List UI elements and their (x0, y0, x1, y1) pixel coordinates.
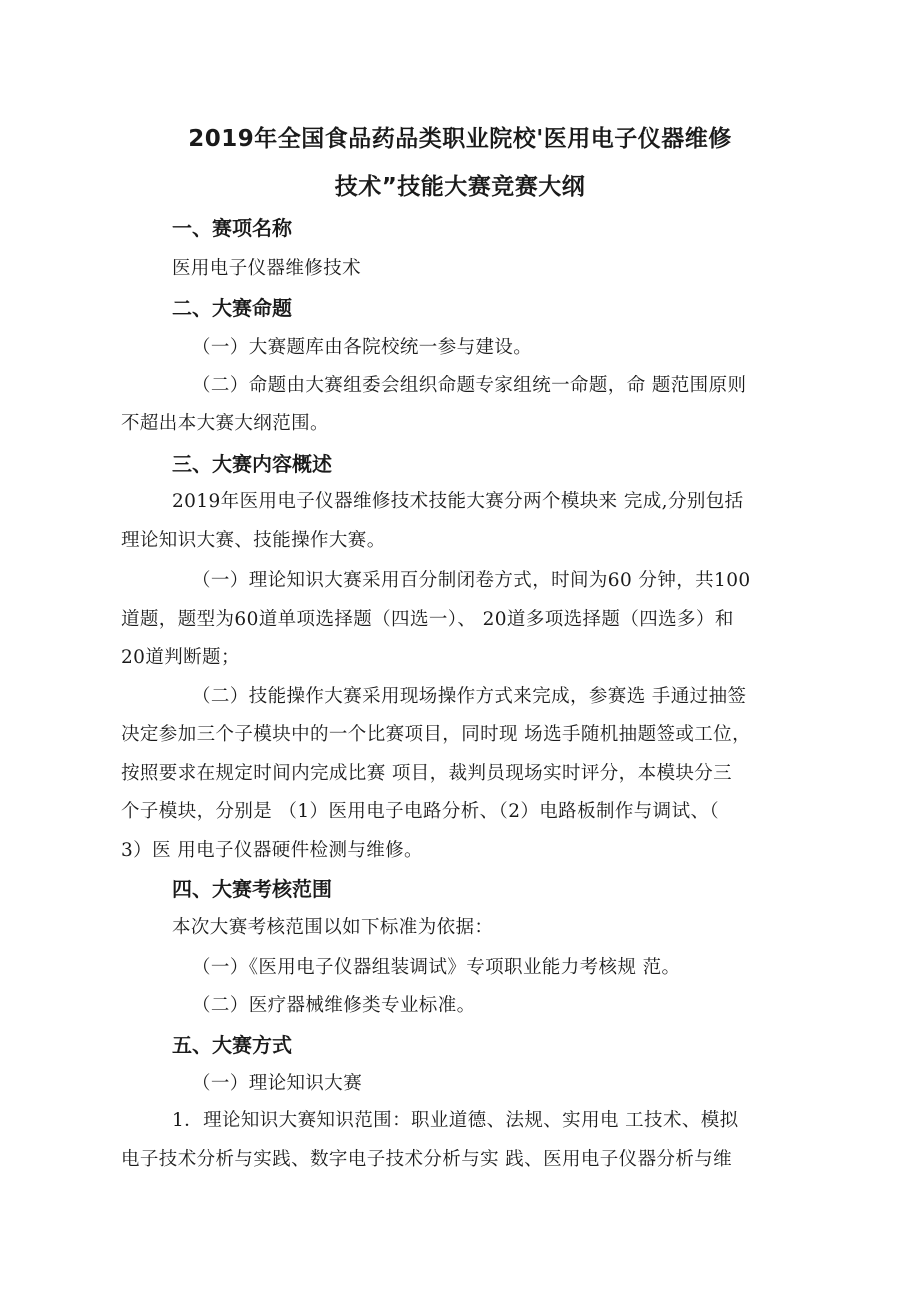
document-title-line-1: 2019年全国食品药品类职业院校'医用电子仪器维修 (188, 126, 732, 152)
paragraph: （一）大赛题库由各院校统一参与建设。 (192, 337, 533, 358)
section-heading-2: 二、大赛命题 (172, 296, 292, 320)
document-title-line-2: 技术”技能大赛竞赛大纲 (334, 174, 586, 200)
paragraph-continuation: 电子技术分析与实践、数字电子技术分析与实 践、医用电子仪器分析与维 (121, 1149, 733, 1170)
paragraph: 医用电子仪器维修技术 (172, 258, 362, 279)
paragraph: （一）理论知识大赛 (192, 1073, 363, 1094)
paragraph-continuation: 个子模块，分别是 （1）医用电子电路分析、（2）电路板制作与调试、（ (121, 801, 720, 822)
paragraph-continuation: 不超出本大赛大纲范围。 (121, 413, 329, 434)
paragraph: 2019年医用电子仪器维修技术技能大赛分两个模块来 完成,分别包括 (172, 491, 744, 512)
paragraph-continuation: 决定参加三个子模块中的一个比赛项目，同时现 场选手随机抽题签或工位， (121, 724, 751, 745)
paragraph: （一）理论知识大赛采用百分制闭卷方式，时间为60 分钟，共100 (192, 570, 751, 591)
paragraph-continuation: 理论知识大赛、技能操作大赛。 (121, 530, 386, 551)
paragraph: 1．理论知识大赛知识范围：职业道德、法规、实用电 工技术、模拟 (172, 1110, 739, 1131)
paragraph: （二）医疗器械维修类专业标准。 (192, 995, 476, 1016)
paragraph-continuation: 道题，题型为60道单项选择题（四选一）、 20道多项选择题（四选多）和 (121, 609, 734, 630)
paragraph: 本次大赛考核范围以如下标准为依据： (172, 917, 494, 938)
section-heading-1: 一、赛项名称 (172, 216, 292, 240)
paragraph-continuation: 20道判断题； (121, 647, 240, 668)
paragraph: （二）技能操作大赛采用现场操作方式来完成，参赛选 手通过抽签 (192, 686, 747, 707)
paragraph: （一）《医用电子仪器组装调试》专项职业能力考核规 范。 (192, 957, 681, 978)
paragraph-continuation: 3）医 用电子仪器硬件检测与维修。 (121, 840, 423, 861)
paragraph-continuation: 按照要求在规定时间内完成比赛 项目，裁判员现场实时评分，本模块分三 (121, 763, 733, 784)
section-heading-4: 四、大赛考核范围 (172, 877, 332, 901)
section-heading-5: 五、大赛方式 (172, 1033, 292, 1057)
section-heading-3: 三、大赛内容概述 (172, 452, 332, 476)
paragraph: （二）命题由大赛组委会组织命题专家组统一命题，命 题范围原则 (192, 375, 747, 396)
